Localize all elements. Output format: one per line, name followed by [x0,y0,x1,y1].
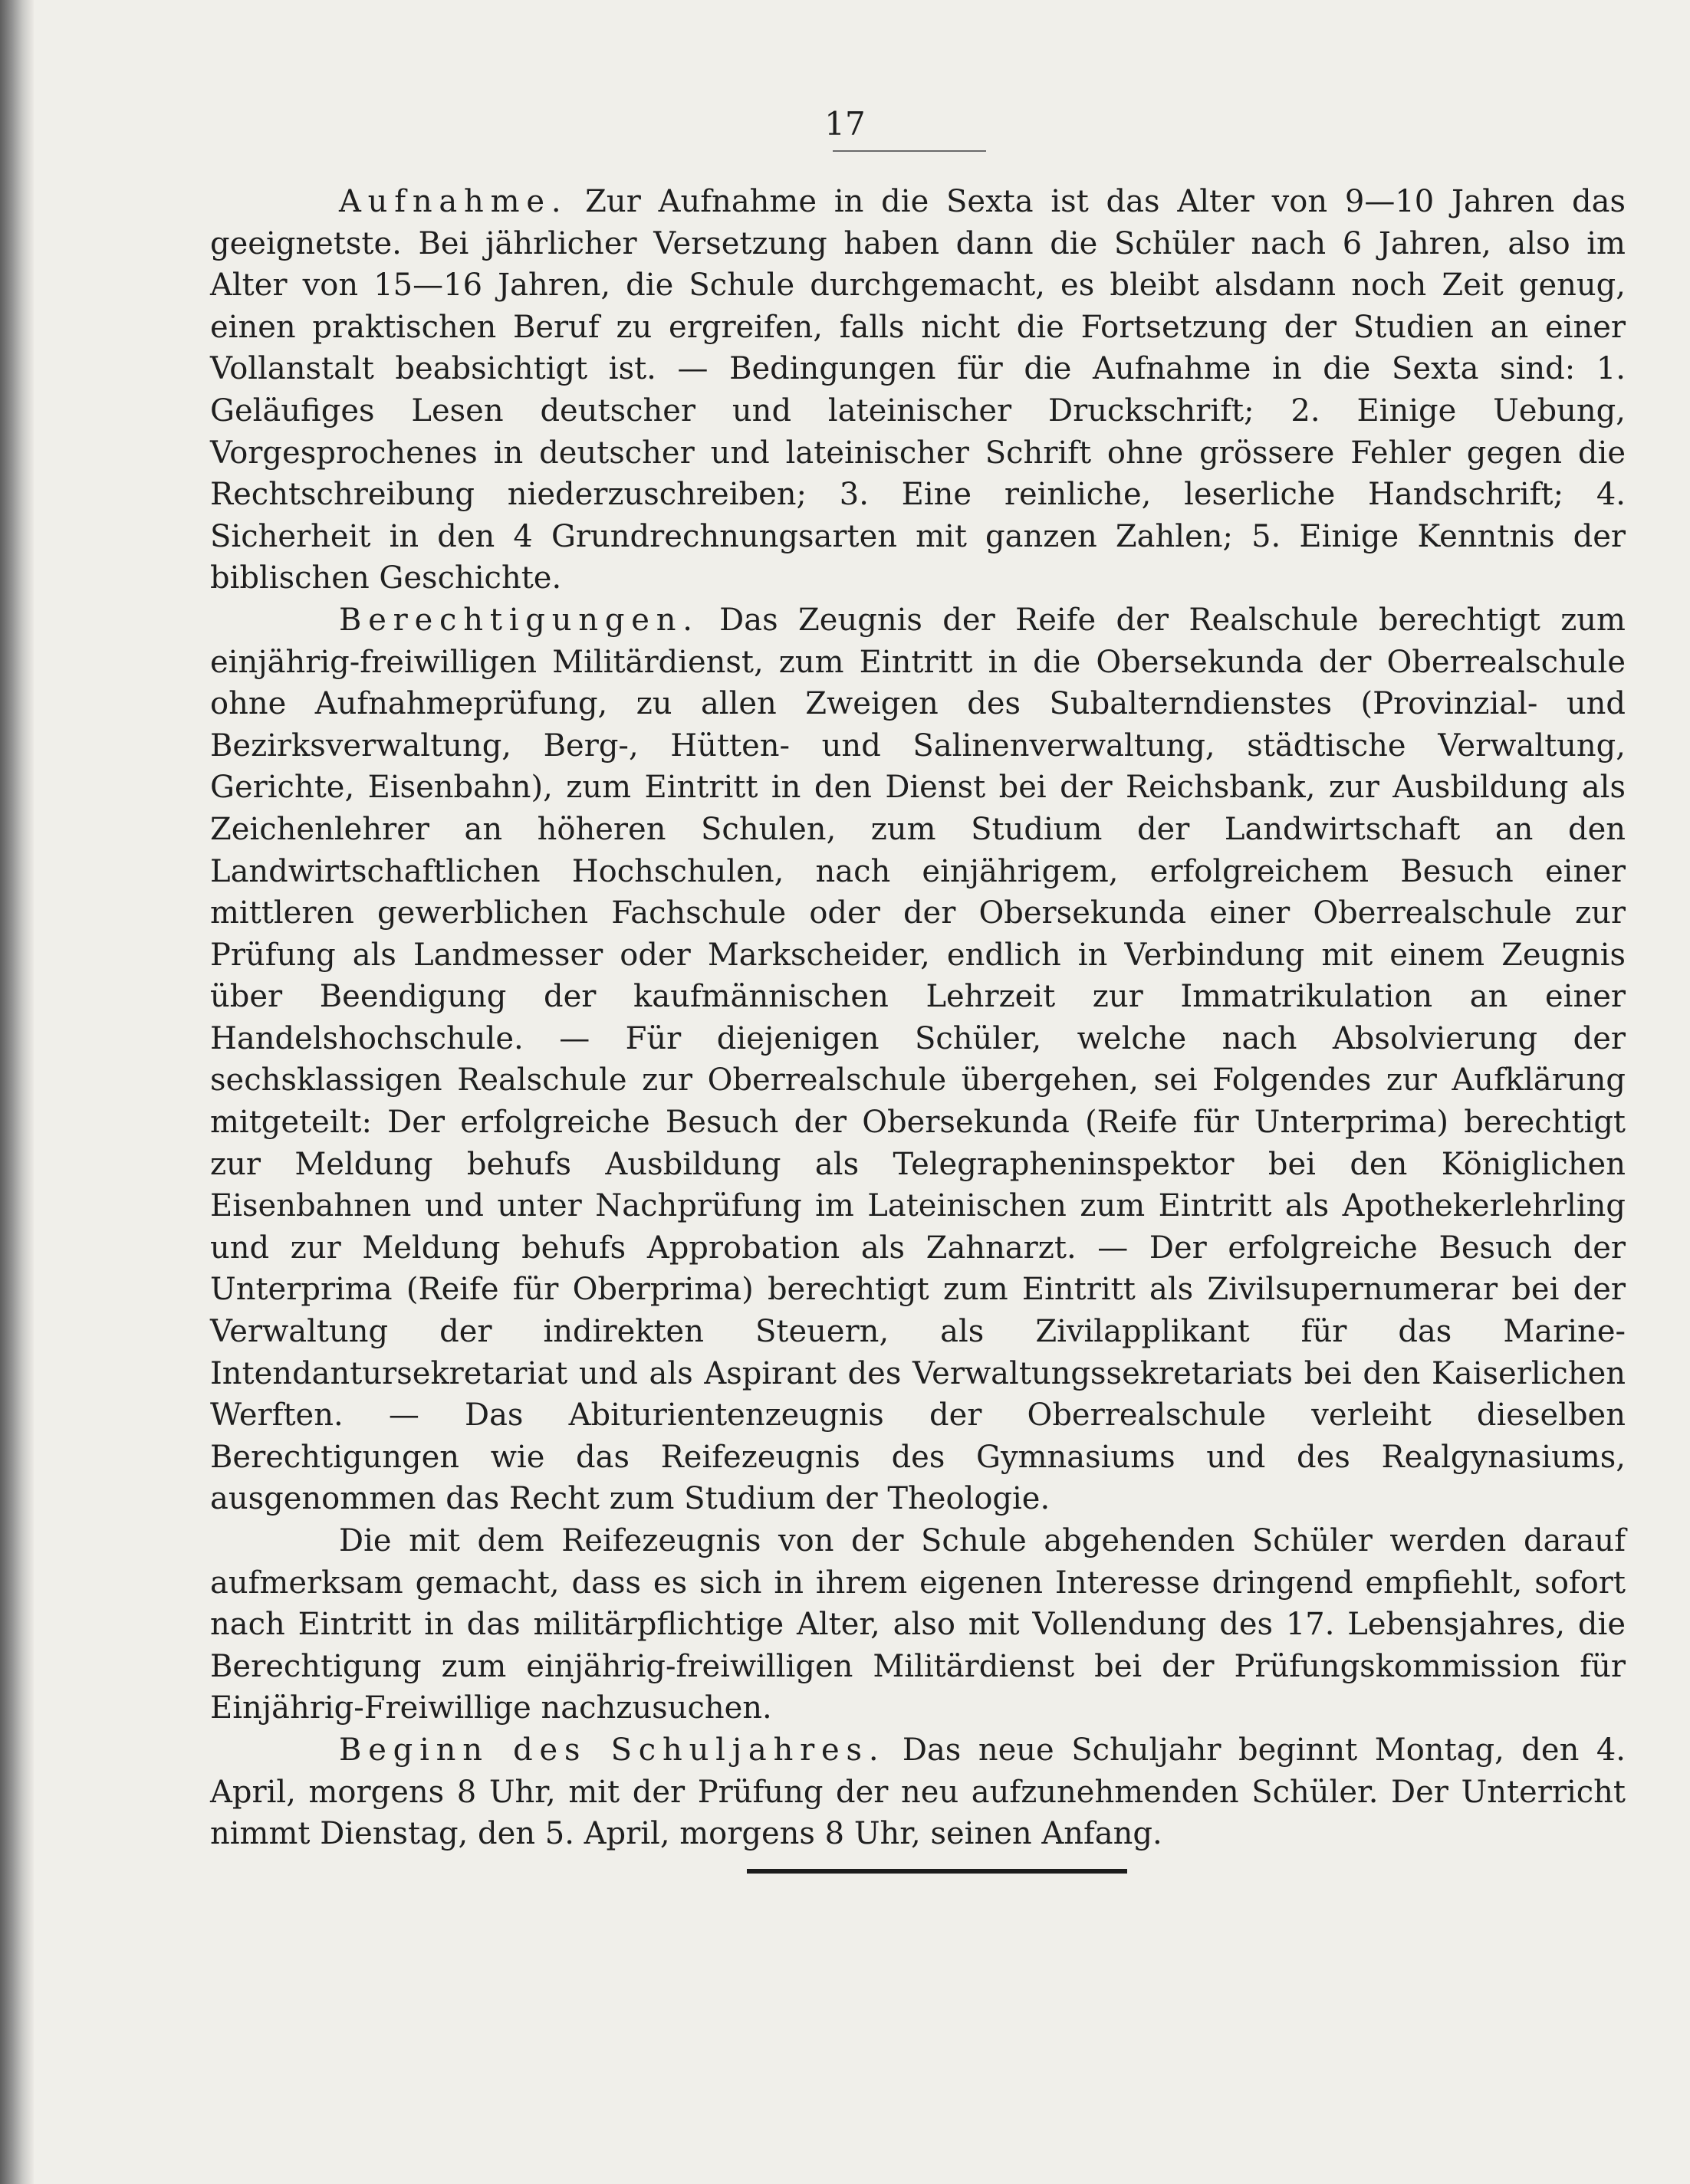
paragraph-berechtigungen [210,599,1626,1520]
page-number: 17 [824,105,866,143]
paragraph-text: Das neue Schuljahr beginnt Montag, den 4. April, morgens 8 Uhr, mit der Prüfung der neu aufzunehmenden Schüler. Der Unterricht nimmt Dienstag, den 5. April, morgens 8 Uhr, seinen Anfang. [210,1732,1626,1852]
body-text [210,181,1626,1855]
paragraph-aufnahme [210,181,1626,599]
page-number-rule [833,150,986,152]
section-heading-berechtigungen: Berechtigungen. [339,602,699,638]
scan-binding-edge [0,0,34,2184]
paragraph-text: Zur Aufnahme in die Sexta ist das Alter von 9—10 Jahren das geeignetste. Bei jährlicher Versetzung haben dann die Schüler nach 6 Jahren, also im Alter von 15—16 Jahren, die Schule durchgemacht, es bleibt alsdann noch Zeit genug, einen praktischen Beruf zu ergreifen, falls nicht die Fortsetzung der Studien an einer Vollanstalt beabsichtigt ist. — Bedingungen für die Aufnahme in die Sexta sind: 1. Geläufiges Lesen deutscher und lateinischer Druckschrift; 2. Einige Uebung, Vorgesprochenes in deutscher und lateinischer Schrift ohne grössere Fehler gegen die Rechtschreibung niederzuschreiben; 3. Eine reinliche, leserliche Handschrift; 4. Sicherheit in den 4 Grundrechnungsarten mit ganzen Zahlen; 5. Einige Kenntnis der biblischen Geschichte. [210,184,1626,596]
paragraph-text: Die mit dem Reifezeugnis von der Schule abgehenden Schüler werden darauf aufmerksam gemacht, dass es sich in ihrem eigenen Interesse dringend empfiehlt, sofort nach Eintritt in das militärpflichtige Alter, also mit Vollendung des 17. Lebensjahres, die Berechtigung zum einjährig-freiwilligen Militärdienst bei der Prüfungskommission für Einjährig-Freiwillige nachzusuchen. [210,1523,1626,1726]
end-rule [747,1869,1127,1874]
section-heading-aufnahme: Aufnahme. [339,184,568,219]
paragraph-reifezeugnis [210,1520,1626,1729]
section-heading-schuljahr: Beginn des Schuljahres. [339,1732,886,1768]
paragraph-text: Das Zeugnis der Reife der Realschule berechtigt zum einjährig-freiwilligen Militärdienst, zum Eintritt in die Obersekunda der Oberrealschule ohne Aufnahmeprüfung, zu allen Zweigen des Subalterndienstes (Provinzial- und Bezirksverwaltung, Berg-, Hütten- und Salinenverwaltung, städtische Verwaltung, Gerichte, Eisenbahn), zum Eintritt in den Dienst bei der Reichsbank, zur Ausbildung als Zeichenlehrer an höheren Schulen, zum Studium der Landwirtschaft an den Landwirtschaftlichen Hochschulen, nach einjährigem, erfolgreichem Besuch einer mittleren gewerblichen Fachschule oder der Obersekunda einer Oberrealschule zur Prüfung als Landmesser oder Markscheider, endlich in Verbindung mit einem Zeugnis über Beendigung der kaufmännischen Lehrzeit zur Immatrikulation an einer Handelshochschule. — Für diejenigen Schüler, welche nach Absolvierung der sechsklassigen Realschule zur Oberrealschule übergehen, sei Folgendes zur Aufklärung mitgeteilt: Der erfolgreiche Besuch der Obersekunda (Reife für Unterprima) berechtigt zur Meldung behufs Ausbildung als Telegrapheninspektor bei den Königlichen Eisenbahnen und unter Nachprüfung im Lateinischen zum Eintritt als Apothekerlehrling und zur Meldung behufs Approbation als Zahnarzt. — Der erfolgreiche Besuch der Unterprima (Reife für Oberprima) berechtigt zum Eintritt als Zivilsupernumerar bei der Verwaltung der indirekten Steuern, als Zivilapplikant für das Marine-Intendantursekretariat und als Aspirant des Verwaltungssekretariats bei den Kaiserlichen Werften. — Das Abiturientenzeugnis der Oberrealschule verleiht dieselben Berechtigungen wie das Reifezeugnis des Gymnasiums und des Realgynasiums, ausgenommen das Recht zum Studium der Theologie. [210,602,1626,1517]
paragraph-schuljahr [210,1729,1626,1855]
